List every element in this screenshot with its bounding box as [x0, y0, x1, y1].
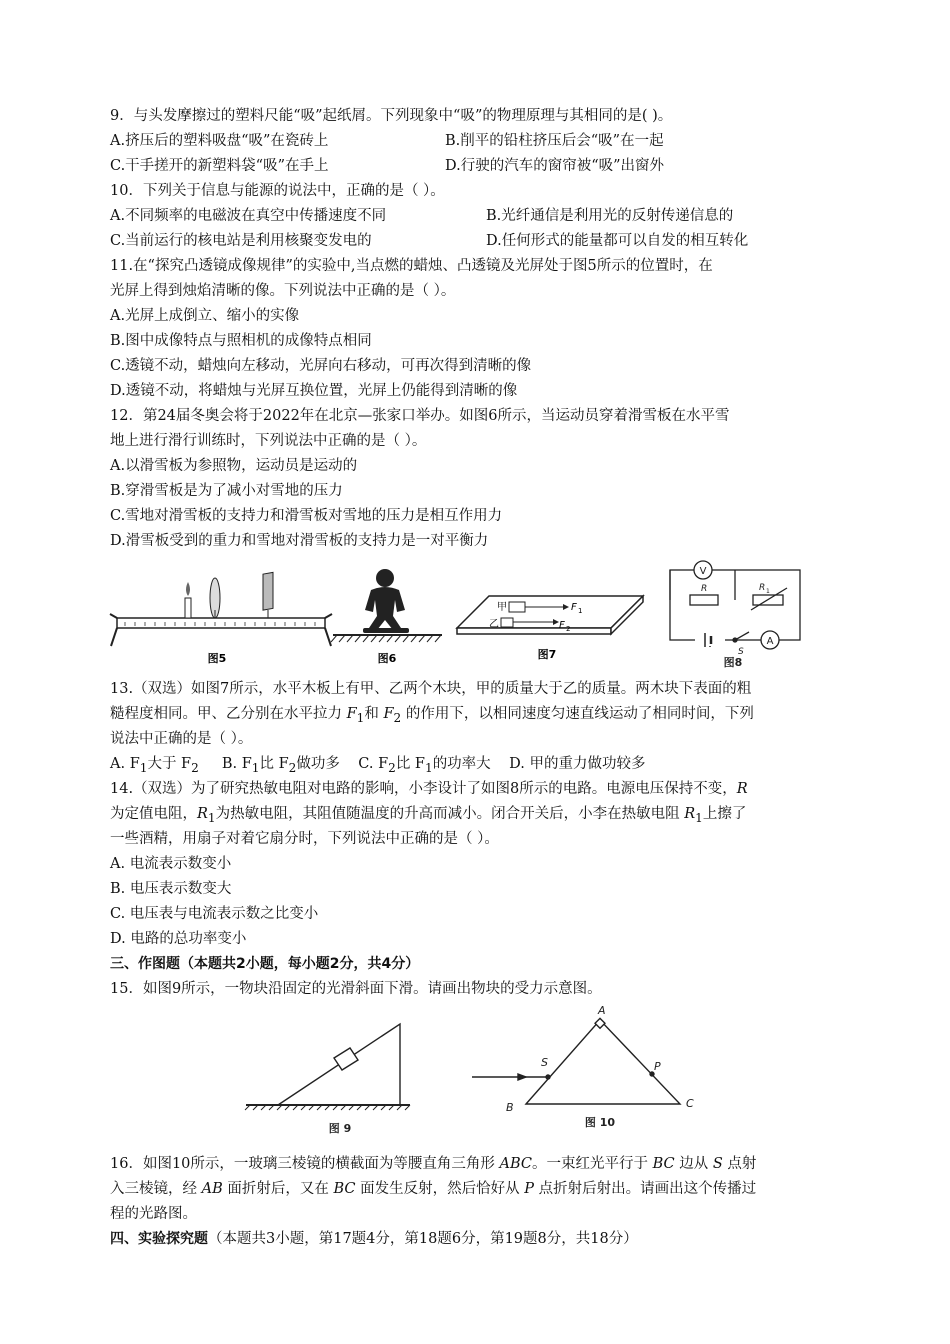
q12-stem-line2: 地上进行滑行训练时，下列说法中正确的是（ ）。 [110, 433, 427, 449]
figure-8-r1-subscript: 1 [766, 588, 770, 595]
figure-7-f1-label: F [571, 602, 577, 613]
q14-option-d: D. 电路的总功率变小 [110, 931, 247, 947]
figure-7-f1-subscript: 1 [578, 607, 583, 615]
q12-option-b: B.穿滑雪板是为了减小对雪地的压力 [110, 483, 343, 499]
q12-option-d: D.滑雪板受到的重力和雪地对滑雪板的支持力是一对平衡力 [110, 533, 489, 549]
q16-line1: 16．如图10所示，一玻璃三棱镜的横截面为等腰直角三角形 ABC。一束红光平行于 BC 边从 S 点射 [110, 1156, 757, 1172]
figure-10-label-s: S [541, 1056, 548, 1069]
figure-7-yi-label: 乙 [489, 619, 499, 630]
q11-stem-line2: 光屏上得到烛焰清晰的像。下列说法中正确的是（ ）。 [110, 283, 456, 299]
q10-option-c: C.当前运行的核电站是利用核聚变发电的 [110, 233, 372, 249]
figure-6-caption: 图6 [377, 652, 397, 665]
figure-7-blocks-on-board [457, 596, 643, 661]
section-4-heading: 四、实验探究题（本题共3小题，第17题4分，第18题6分，第19题8分，共18分） [110, 1231, 638, 1247]
q12-option-a: A.以滑雪板为参照物，运动员是运动的 [110, 458, 358, 474]
figure-8-voltmeter-label: V [699, 566, 707, 577]
q16-line3: 程的光路图。 [110, 1206, 197, 1222]
figure-9-incline [245, 1024, 410, 1135]
figures-9-and-10 [240, 1000, 710, 1140]
figure-8-switch-label: S [738, 647, 744, 657]
q14-line3: 一些酒精，用扇子对着它扇分时，下列说法中正确的是（ ）。 [110, 831, 499, 847]
figures-5-to-8 [105, 560, 845, 672]
figure-8-caption: 图8 [723, 656, 743, 669]
q9-option-b: B.削平的铅柱挤压后会“吸”在一起 [445, 133, 664, 149]
q12-stem-line1: 12．第24届冬奥会将于2022年在北京—张家口举办。如图6所示，当运动员穿着滑雪板在水平雪 [110, 408, 730, 424]
figure-10-caption: 图 10 [584, 1116, 616, 1129]
figure-9-caption: 图 9 [328, 1122, 352, 1135]
q14-option-a: A. 电流表示数变小 [110, 856, 232, 872]
figure-7-f2-label: F [559, 620, 565, 631]
q15-stem: 15．如图9所示，一物块沿固定的光滑斜面下滑。请画出物块的受力示意图。 [110, 981, 602, 997]
q11-option-b: B.图中成像特点与照相机的成像特点相同 [110, 333, 372, 349]
section-3-heading: 三、作图题（本题共2小题，每小题2分，共4分） [110, 956, 420, 972]
figure-10-prism [472, 1004, 694, 1129]
q13-line2: 糙程度相同。甲、乙分别在水平拉力 $F_1$和 $F_2$ 的作用下，以相同速度匀速直线运动了相同时间，下列 [110, 706, 754, 725]
q14-option-b: B. 电压表示数变大 [110, 881, 232, 897]
q16-line2: 入三棱镜，经 AB 面折射后，又在 BC 面发生反射，然后恰好从 P 点折射后射出。请画出这个传播过 [110, 1181, 757, 1197]
q9-option-d: D.行驶的汽车的窗帘被“吸”出窗外 [445, 158, 665, 174]
figure-8-circuit [670, 561, 800, 669]
figure-7-jia-label: 甲 [497, 602, 507, 613]
q9-option-a: A.挤压后的塑料吸盘“吸”在瓷砖上 [110, 133, 329, 149]
q14-line2: 为定值电阻，$R_1$为热敏电阻，其阻值随温度的升高而减小。闭合开关后，小李在热敏电阻 $R_1$上擦了 [110, 806, 747, 825]
q13-options: A. $F_1$大于 $F_2$ B. $F_1$比 $F_2$做功多 C. $F_2$比 $F_1$的功率大 D. 甲的重力做功较多 [110, 756, 646, 775]
q11-option-d: D.透镜不动，将蜡烛与光屏互换位置，光屏上仍能得到清晰的像 [110, 383, 518, 399]
figure-8-r-label: R [701, 584, 708, 594]
figure-5-optical-bench [110, 572, 332, 665]
figure-10-label-p: P [654, 1060, 661, 1073]
q13-line3: 说法中正确的是（ ）。 [110, 731, 253, 747]
q14-line1: 14.（双选）为了研究热敏电阻对电路的影响，小李设计了如图8所示的电路。电源电压保持不变，R [110, 781, 748, 797]
q10-stem: 10．下列关于信息与能源的说法中，正确的是（ ）。 [110, 183, 445, 199]
q11-stem-line1: 11.在“探究凸透镜成像规律”的实验中,当点燃的蜡烛、凸透镜及光屏处于图5所示的位置时，在 [110, 258, 713, 274]
figure-7-f2-subscript: 2 [566, 625, 571, 633]
q10-option-d: D.任何形式的能量都可以自发的相互转化 [486, 233, 749, 249]
figure-10-label-b: B [506, 1101, 514, 1114]
figure-10-label-c: C [686, 1097, 694, 1110]
q10-option-b: B.光纤通信是利用光的反射传递信息的 [486, 208, 734, 224]
figure-8-ammeter-label: A [766, 636, 774, 647]
figure-7-caption: 图7 [537, 648, 557, 661]
figure-8-r1-label: R [759, 583, 766, 593]
q11-option-c: C.透镜不动，蜡烛向左移动，光屏向右移动，可再次得到清晰的像 [110, 358, 532, 374]
figure-5-caption: 图5 [207, 652, 227, 665]
q9-stem: 9．与头发摩擦过的塑料尺能“吸”起纸屑。下列现象中“吸”的物理原理与其相同的是( )。 [110, 108, 673, 124]
q9-option-c: C.干手搓开的新塑料袋“吸”在手上 [110, 158, 329, 174]
figure-6-skier [331, 569, 442, 665]
q10-option-a: A.不同频率的电磁波在真空中传播速度不同 [110, 208, 387, 224]
q13-line1: 13.（双选）如图7所示，水平木板上有甲、乙两个木块，甲的质量大于乙的质量。两木块下表面的粗 [110, 681, 752, 697]
q11-option-a: A.光屏上成倒立、缩小的实像 [110, 308, 300, 324]
figure-10-label-a: A [598, 1004, 606, 1017]
q14-option-c: C. 电压表与电流表示数之比变小 [110, 906, 319, 922]
q12-option-c: C.雪地对滑雪板的支持力和滑雪板对雪地的压力是相互作用力 [110, 508, 503, 524]
